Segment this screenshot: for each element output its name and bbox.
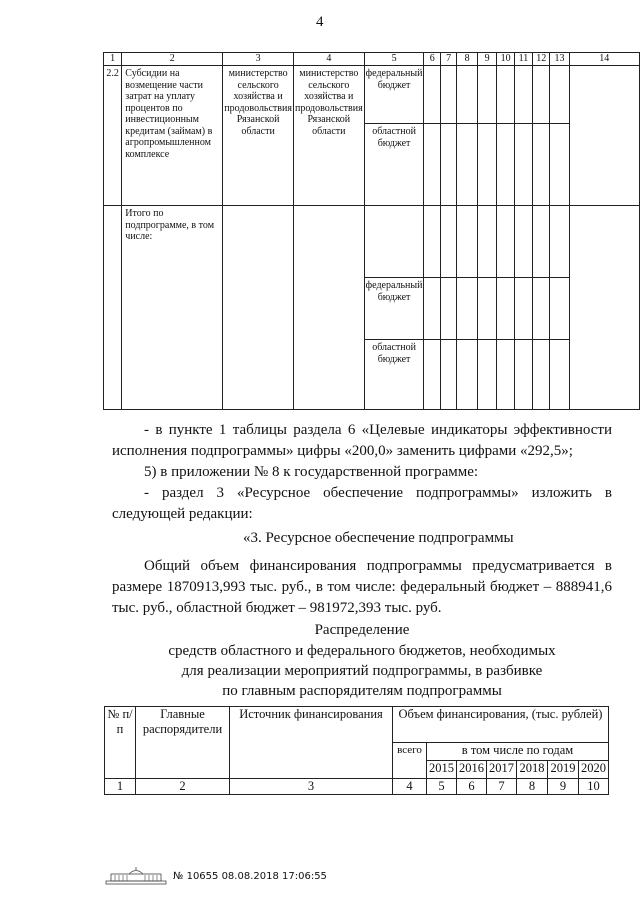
- table-row: [104, 206, 640, 278]
- header-by-years: в том числе по годам: [427, 743, 609, 761]
- value-cell: [440, 340, 456, 410]
- value-cell: [550, 206, 569, 278]
- value-cell: [514, 124, 532, 206]
- value-cell: [477, 340, 497, 410]
- page-number: 4: [316, 14, 324, 30]
- value-cell: [497, 206, 514, 278]
- document-registration-code: № 10655 08.08.2018 17:06:55: [173, 870, 327, 882]
- column-number-row: [105, 779, 609, 795]
- col-number: 9: [548, 779, 579, 795]
- coexecutor: министерство сельского хозяйства и продовольствия Рязанской области: [293, 66, 364, 206]
- value-cell: [533, 66, 550, 124]
- col-number: 13: [550, 53, 569, 66]
- value-cell: [440, 124, 456, 206]
- value-cell: [477, 66, 497, 124]
- value-cell: [440, 206, 456, 278]
- col-number: 5: [427, 779, 457, 795]
- col-number: 3: [223, 53, 294, 66]
- value-cell: [440, 278, 456, 340]
- funding-source: областной бюджет: [364, 340, 424, 410]
- value-cell: [514, 278, 532, 340]
- distribution-line: для реализации мероприятий подпрограммы, в разбивке: [181, 663, 543, 679]
- col-number: 1: [105, 779, 136, 795]
- col-number: 12: [533, 53, 550, 66]
- row-number: 2.2: [104, 66, 122, 206]
- executor: министерство сельского хозяйства и продовольствия Рязанской области: [223, 66, 294, 206]
- value-cell: [497, 66, 514, 124]
- col-number: 2: [136, 779, 230, 795]
- col-number: 11: [514, 53, 532, 66]
- value-cell: [440, 66, 456, 124]
- header-volume: Объем финансирования, (тыс. рублей): [393, 707, 609, 743]
- col-number: 1: [104, 53, 122, 66]
- col-number: 14: [569, 53, 640, 66]
- value-cell: [424, 206, 440, 278]
- measure-name: Субсидии на возмещение части затрат на уплату процентов по инвестиционным кредитам (займам) в агропромышленном комплексе: [122, 66, 223, 206]
- value-cell: [533, 340, 550, 410]
- header-num: № п/п: [105, 707, 136, 779]
- value-cell: [457, 278, 477, 340]
- paragraph-section3: - раздел 3 «Ресурсное обеспечение подпрограммы» изложить в следующей редакции:: [112, 485, 612, 522]
- value-cell: [457, 340, 477, 410]
- value-cell: [550, 278, 569, 340]
- value-cell: [457, 66, 477, 124]
- col-number: 2: [122, 53, 223, 66]
- header-managers: Главные распорядители: [136, 707, 230, 779]
- value-cell: [424, 66, 440, 124]
- value-cell: [497, 124, 514, 206]
- value-cell: [457, 124, 477, 206]
- value-cell: [477, 206, 497, 278]
- col-number: 6: [457, 779, 487, 795]
- year-header: 2015: [427, 761, 457, 779]
- paragraph-indicators: - в пункте 1 таблицы раздела 6 «Целевые индикаторы эффективности исполнения подпрограммы» цифры «200,0» заменить цифрами «292,5»;: [112, 422, 612, 459]
- year-header: 2019: [548, 761, 579, 779]
- value-cell: [477, 124, 497, 206]
- year-header: 2017: [487, 761, 517, 779]
- year-header: 2016: [457, 761, 487, 779]
- empty-cell: [569, 66, 640, 206]
- funding-source: федеральный бюджет: [364, 278, 424, 340]
- year-header: 2018: [517, 761, 548, 779]
- value-cell: [533, 124, 550, 206]
- footer: [105, 866, 327, 886]
- header-total: всего: [393, 743, 427, 779]
- col-number: 8: [517, 779, 548, 795]
- paragraph-appendix: 5) в приложении № 8 к государственной программе:: [144, 464, 479, 480]
- year-header: 2020: [579, 761, 609, 779]
- value-cell: [514, 206, 532, 278]
- value-cell: [550, 124, 569, 206]
- empty-cell: [223, 206, 294, 410]
- col-number: 4: [393, 779, 427, 795]
- value-cell: [424, 340, 440, 410]
- value-cell: [533, 206, 550, 278]
- col-number: 5: [364, 53, 424, 66]
- column-number-row: [104, 53, 640, 66]
- col-number: 8: [457, 53, 477, 66]
- value-cell: [424, 278, 440, 340]
- col-number: 10: [497, 53, 514, 66]
- col-number: 7: [440, 53, 456, 66]
- header-row: [105, 707, 609, 743]
- funding-source: федеральный бюджет: [364, 66, 424, 124]
- header-source: Источник финансирования: [230, 707, 393, 779]
- distribution-line: по главным распорядителям подпрограммы: [222, 683, 502, 699]
- paragraph-total-volume: Общий объем финансирования подпрограммы предусматривается в размере 1870913,993 тыс. руб., в том числе: федеральный бюджет – 888941,6 тыс. руб., областной бюджет – 981972,393 тыс. руб.: [112, 558, 612, 616]
- subprogram-budget-table: [103, 52, 640, 410]
- value-cell: [550, 66, 569, 124]
- empty-cell: [293, 206, 364, 410]
- value-cell: [514, 66, 532, 124]
- value-cell: [533, 278, 550, 340]
- col-number: 9: [477, 53, 497, 66]
- total-label: Итого по подпрограмме, в том числе:: [122, 206, 223, 410]
- distribution-line: средств областного и федерального бюджетов, необходимых: [168, 643, 556, 659]
- empty-cell: [569, 206, 640, 410]
- value-cell: [497, 278, 514, 340]
- government-building-icon: [105, 866, 167, 886]
- col-number: 10: [579, 779, 609, 795]
- empty-cell: [104, 206, 122, 410]
- col-number: 6: [424, 53, 440, 66]
- funding-source: областной бюджет: [364, 124, 424, 206]
- value-cell: [477, 278, 497, 340]
- col-number: 7: [487, 779, 517, 795]
- section-title: «3. Ресурсное обеспечение подпрограммы: [243, 530, 514, 546]
- value-cell: [550, 340, 569, 410]
- col-number: 3: [230, 779, 393, 795]
- value-cell: [497, 340, 514, 410]
- distribution-title: Распределение: [314, 622, 410, 638]
- value-cell: [424, 124, 440, 206]
- empty-cell: [364, 206, 424, 278]
- value-cell: [457, 206, 477, 278]
- value-cell: [514, 340, 532, 410]
- distribution-table: [104, 706, 609, 795]
- table-row: [104, 66, 640, 124]
- col-number: 4: [293, 53, 364, 66]
